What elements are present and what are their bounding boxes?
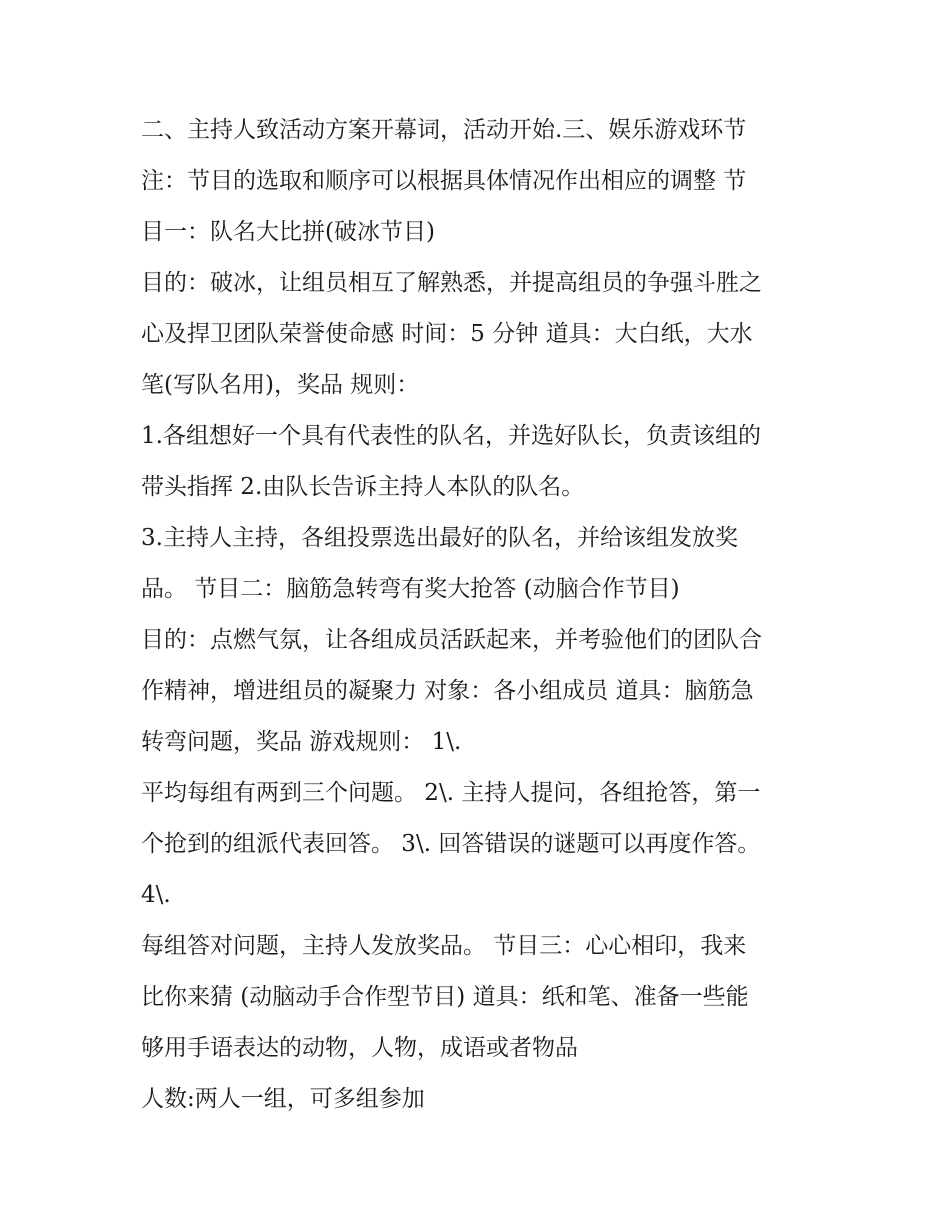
text-line-16: 4\. [141,882,171,908]
text-line-6: 笔(写队名用)，奖品 规则： [141,372,420,398]
text-line-3: 目一：队名大比拼(破冰节目) [141,219,435,245]
text-line-13: 转弯问题，奖品 游戏规则： 1\. [141,729,462,755]
text-line-18: 比你来猜 (动脑动手合作型节目) 道具：纸和笔、准备一些能 [141,984,749,1010]
text-line-4: 目的：破冰，让组员相互了解熟悉，并提高组员的争强斗胜之 [141,270,762,296]
text-line-8: 带头指挥 2.由队长告诉主持人本队的队名。 [141,474,585,500]
text-line-11: 目的：点燃气氛，让各组成员活跃起来，并考验他们的团队合 [141,627,762,653]
text-line-20: 人数:两人一组，可多组参加 [141,1086,425,1112]
text-line-1: 二、主持人致活动方案开幕词，活动开始.三、娱乐游戏环节 [141,117,747,143]
text-line-12: 作精神，增进组员的凝聚力 对象：各小组成员 道具：脑筋急 [141,678,754,704]
text-line-2: 注：节目的选取和顺序可以根据具体情况作出相应的调整 节 [141,168,747,194]
text-line-10: 品。 节目二：脑筋急转弯有奖大抢答 (动脑合作节目) [141,576,680,602]
document-body [141,105,821,1125]
text-line-19: 够用手语表达的动物，人物，成语或者物品 [141,1035,578,1061]
text-line-17: 每组答对问题，主持人发放奖品。 节目三：心心相印，我来 [141,933,747,959]
text-line-14: 平均每组有两到三个问题。 2\. 主持人提问，各组抢答，第一 [141,780,761,806]
text-line-9: 3.主持人主持，各组投票选出最好的队名，并给该组发放奖 [141,525,738,551]
text-line-5: 心及捍卫团队荣誉使命感 时间：5 分钟 道具：大白纸，大水 [141,321,753,347]
text-line-15: 个抢到的组派代表回答。 3\. 回答错误的谜题可以再度作答。 [141,831,761,857]
text-line-7: 1.各组想好一个具有代表性的队名，并选好队长，负责该组的 [141,423,761,449]
